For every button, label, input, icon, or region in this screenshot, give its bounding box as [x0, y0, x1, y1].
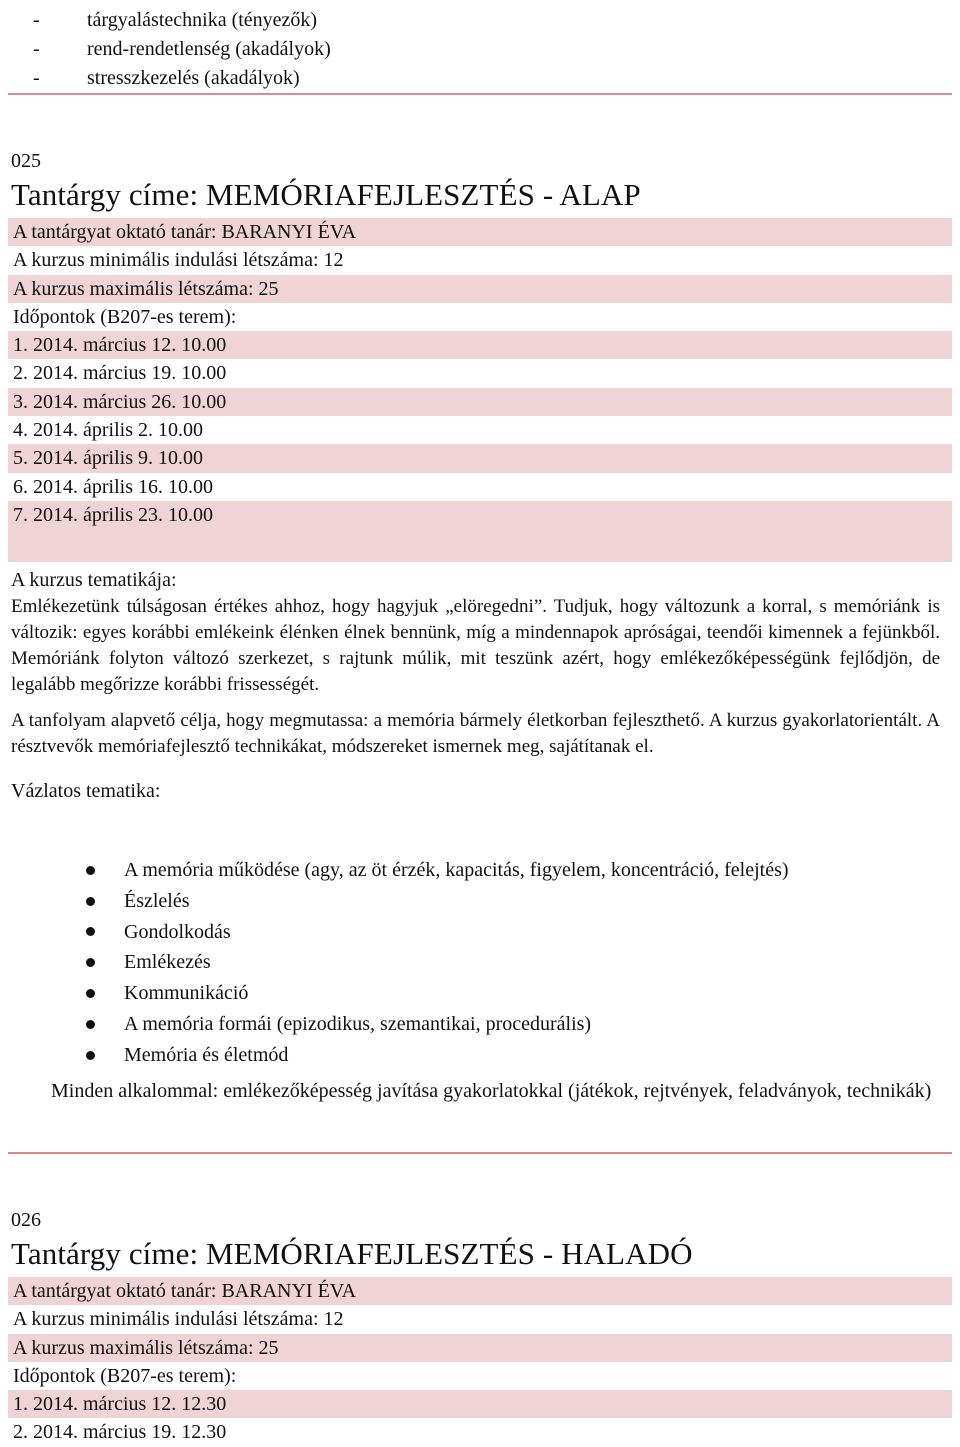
min-size-row: A kurzus minimális indulási létszáma: 12	[13, 1308, 344, 1331]
date-row: 2. 2014. március 19. 12.30	[13, 1421, 227, 1444]
themes-heading: A kurzus tematikája:	[11, 569, 177, 591]
row-spacer	[8, 529, 952, 562]
times-label-row: Időpontok (B207-es terem):	[13, 305, 237, 328]
date-row: 1. 2014. március 12. 10.00	[8, 331, 952, 359]
course-title: Tantárgy címe: MEMÓRIAFEJLESZTÉS - HALADÓ	[11, 1236, 693, 1271]
teacher-row: A tantárgyat oktató tanár: BARANYI ÉVA	[8, 1277, 952, 1305]
bullet-icon	[86, 1020, 95, 1029]
date-row: 6. 2014. április 16. 10.00	[13, 475, 213, 498]
list-item: A memória formái (epizodikus, szemantikai, procedurális)	[86, 1009, 789, 1040]
date-row: 5. 2014. április 9. 10.00	[8, 444, 952, 472]
list-item: Észlelés	[86, 886, 789, 917]
list-item: A memória működése (agy, az öt érzék, kapacitás, figyelem, koncentráció, felejtés)	[86, 855, 789, 886]
date-row: 3. 2014. március 26. 10.00	[8, 388, 952, 416]
list-item: Kommunikáció	[86, 978, 789, 1009]
bullet-icon	[86, 897, 95, 906]
course-info-table	[8, 1277, 952, 1447]
description-paragraph: A tanfolyam alapvető célja, hogy megmutassa: a memória bármely életkorban fejleszthető. A kurzus gyakorlatorientált. A résztvevők memóriafejlesztő technikákat, módszereket ismernek meg, sajátítanak el.	[11, 710, 940, 757]
outline-heading: Vázlatos tematika:	[11, 780, 161, 802]
section-divider	[8, 1152, 952, 1154]
max-size-row: A kurzus maximális létszáma: 25	[8, 275, 952, 303]
dash-marker: -	[33, 9, 40, 31]
date-row: 7. 2014. április 23. 10.00	[8, 501, 952, 529]
bullet-icon	[86, 927, 95, 936]
list-item: Gondolkodás	[86, 917, 789, 948]
list-item: Emlékezés	[86, 947, 789, 978]
dash-marker: -	[33, 67, 40, 89]
description-paragraph: Emlékezetünk túlságosan értékes ahhoz, hogy hagyjuk „elöregedni”. Tudjuk, hogy változunk a korral, s memóriánk is változik: egyes korábbi emlékeink élénken élnek bennünk, míg a mindennapok apróságai, teendői kimennek a fejünkből. Memóriánk folyton változó szerkezet, s rajtunk múlik, mit teszünk azért, hogy emlékezőképességünk fejlődjön, de legalább megőrizze korábbi frissességét.	[11, 596, 940, 695]
top-dash-list	[33, 6, 331, 93]
course-description	[11, 567, 940, 804]
course-title: Tantárgy címe: MEMÓRIAFEJLESZTÉS - ALAP	[11, 177, 641, 212]
min-size-row: A kurzus minimális indulási létszáma: 12	[13, 249, 344, 272]
list-item: - stresszkezelés (akadályok)	[33, 64, 331, 93]
list-item: - rend-rendetlenség (akadályok)	[33, 35, 331, 64]
max-size-row: A kurzus maximális létszáma: 25	[8, 1334, 952, 1362]
bullet-icon	[86, 1051, 95, 1060]
course-number: 025	[11, 150, 41, 172]
course-number: 026	[11, 1209, 41, 1231]
date-row: 2. 2014. március 19. 10.00	[13, 362, 227, 385]
list-item: - tárgyalástechnika (tényezők)	[33, 6, 331, 35]
bullet-icon	[86, 866, 95, 875]
date-row: 1. 2014. március 12. 12.30	[8, 1390, 952, 1418]
times-label-row: Időpontok (B207-es terem):	[13, 1364, 237, 1387]
course-summary: Minden alkalommal: emlékezőképesség javítása gyakorlatokkal (játékok, rejtvények, feladványok, technikák)	[51, 1080, 932, 1102]
date-row: 4. 2014. április 2. 10.00	[13, 419, 203, 442]
list-item: Memória és életmód	[86, 1040, 789, 1071]
dash-marker: -	[33, 38, 40, 60]
bullet-icon	[86, 989, 95, 998]
section-divider	[8, 93, 952, 95]
outline-list	[86, 855, 789, 1071]
teacher-row: A tantárgyat oktató tanár: BARANYI ÉVA	[8, 218, 952, 246]
bullet-icon	[86, 958, 95, 967]
course-info-table	[8, 218, 952, 562]
